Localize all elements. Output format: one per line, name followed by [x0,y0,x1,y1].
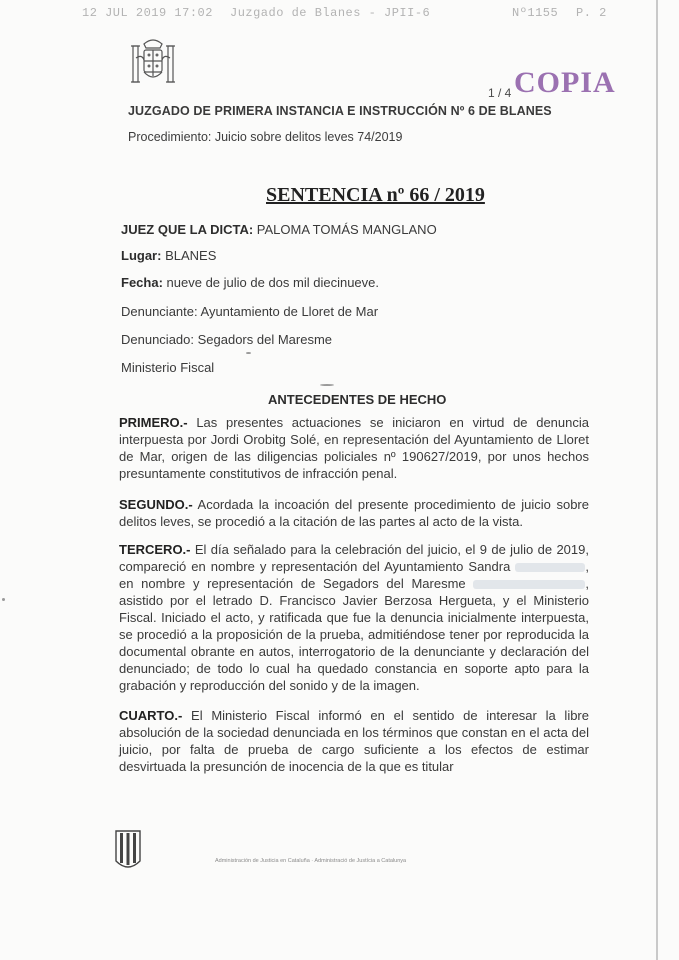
scan-speck [2,598,5,601]
generalitat-logo-icon [115,829,141,871]
footer-text: Administración de Justicia en Cataluña · Administració de Justícia a Catalunya [215,858,407,864]
redaction-representative [473,580,585,589]
judge-line [121,222,437,237]
paragraph-cuarto [119,707,589,775]
scan-edge-line [656,0,658,960]
court-name: JUZGADO DE PRIMERA INSTANCIA E INSTRUCCIÓN Nº 6 DE BLANES [128,104,552,118]
fax-number: Nº1155 [512,6,559,20]
judge-label: JUEZ QUE LA DICTA: [121,222,254,237]
complainant-line: Denunciante: Ayuntamiento de Lloret de Mar [121,304,379,319]
scan-speck [320,384,334,386]
tercero-text-2: , en nombre y representación de Segadors del Maresme [119,559,589,591]
coat-of-arms-icon [128,36,178,92]
segundo-label: SEGUNDO.- [119,497,193,512]
paragraph-primero [119,414,589,482]
fax-sender: Juzgado de Blanes - JPII-6 [230,6,431,20]
scan-speck [246,352,251,354]
paragraph-tercero [119,541,589,694]
cuarto-text: El Ministerio Fiscal informó en el sentido de interesar la libre absolución de la sociedad denunciada en los términos que constan en el acta del juicio, por falta de prueba de cargo suficiente a los efectos de estimar desvirtuada la presunción de inocencia de la que es titular [119,708,589,774]
place-line [121,248,216,263]
place-value: BLANES [165,248,217,263]
prosecutor-line: Ministerio Fiscal [121,360,215,375]
primero-text: Las presentes actuaciones se iniciaron en virtud de denuncia interpuesta por Jordi Orobitg Solé, en representación del Ayuntamiento de Lloret de Mar, origen de las diligencias policiales nº 190627/2019, por unos hechos presuntamente constitutivos de infracción penal. [119,415,589,481]
paragraph-segundo [119,496,589,530]
redaction-surname [515,563,585,572]
date-value: nueve de julio de dos mil diecinueve. [166,275,379,290]
section-title: ANTECEDENTES DE HECHO [268,392,447,407]
tercero-label: TERCERO.- [119,542,191,557]
date-label: Fecha: [121,275,163,290]
tercero-text-1: El día señalado para la celebración del juicio, el 9 de julio de 2019, compareció en nombre y representación del Ayuntamiento Sandra [119,542,589,574]
fax-page: P. 2 [576,6,607,20]
sentence-title: SENTENCIA nº 66 / 2019 [266,184,485,206]
judge-value: PALOMA TOMÁS MANGLANO [256,222,437,237]
page-number: 1 / 4 [488,86,512,100]
segundo-text: Acordada la incoación del presente procedimiento de juicio sobre delitos leves, se procedió a la citación de las partes al acto de la vista. [119,497,589,529]
fax-datetime: 12 JUL 2019 17:02 [82,6,213,20]
fax-header [82,6,642,22]
tercero-text-3: , asistido por el letrado D. Francisco Javier Berzosa Hergueta, y el Ministerio Fiscal. Iniciado el acto, y ratificada que fue la denuncia inicialmente interpuesta, se procedió a la proposición de la prueba, admitiéndose tener por reproducida la documental obrante en autos, interrogatorio de la denunciante y declaración del denunciado; de todo lo cual ha quedado constancia en soporte apto para la grabación y reproducción del sonido y de la imagen. [119,576,589,693]
place-label: Lugar: [121,248,162,263]
procedure-line: Procedimiento: Juicio sobre delitos leves 74/2019 [128,130,403,144]
date-line [121,275,379,290]
primero-label: PRIMERO.- [119,415,188,430]
cuarto-label: CUARTO.- [119,708,183,723]
copia-stamp: COPIA [514,66,616,99]
accused-line: Denunciado: Segadors del Maresme [121,332,333,347]
